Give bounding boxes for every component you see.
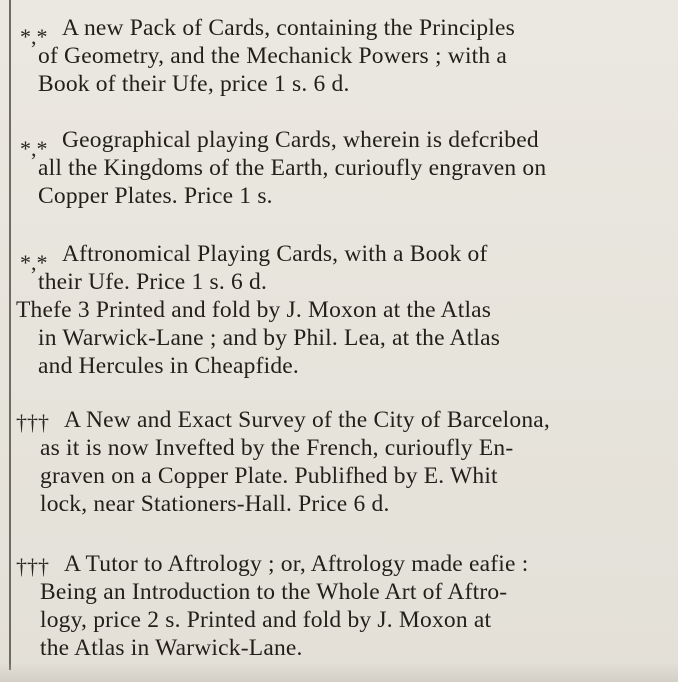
advert-line: Thefe 3 Printed and fold by J. Moxon at the Atlas — [16, 297, 492, 323]
advert-line: A new Pack of Cards, containing the Principles — [62, 15, 516, 41]
paper-edge-shadow — [0, 662, 678, 682]
advert-line: logy, price 2 s. Printed and fold by J. Moxon at — [40, 607, 492, 633]
advert-line: the Atlas in Warwick-Lane. — [40, 635, 303, 661]
advert-line: Copper Plates. Price 1 s. — [38, 183, 273, 209]
advert-line: Being an Introduction to the Whole Art of Aftro- — [40, 579, 508, 605]
asterism-marker: *,* — [20, 136, 48, 161]
advert-line: all the Kingdoms of the Earth, curioufly engraven on — [38, 155, 547, 181]
asterism-marker: *,* — [20, 24, 48, 49]
advert-line: graven on a Copper Plate. Publifhed by E. Whit — [40, 463, 498, 489]
advert-line: lock, near Stationers-Hall. Price 6 d. — [40, 491, 390, 517]
advert-line: A New and Exact Survey of the City of Barcelona, — [64, 407, 550, 433]
advert-line: in Warwick-Lane ; and by Phil. Lea, at the Atlas — [38, 325, 501, 351]
advert-line: Geographical playing Cards, wherein is defcribed — [62, 127, 539, 153]
advert-line: A Tutor to Aftrology ; or, Aftrology made eafie : — [64, 551, 529, 577]
dagger-marker: ††† — [16, 410, 49, 435]
advert-line: Book of their Ufe, price 1 s. 6 d. — [38, 71, 350, 97]
dagger-marker: ††† — [16, 554, 49, 579]
asterism-marker: *,* — [20, 250, 48, 275]
advert-line: and Hercules in Cheapfide. — [38, 353, 299, 379]
advert-line: as it is now Invefted by the French, curioufly En- — [40, 435, 514, 461]
advert-line: Aftronomical Playing Cards, with a Book of — [62, 241, 488, 267]
advert-line: of Geometry, and the Mechanick Powers ; with a — [38, 43, 508, 69]
advert-line: their Ufe. Price 1 s. 6 d. — [38, 269, 268, 295]
column-rule — [9, 0, 11, 670]
